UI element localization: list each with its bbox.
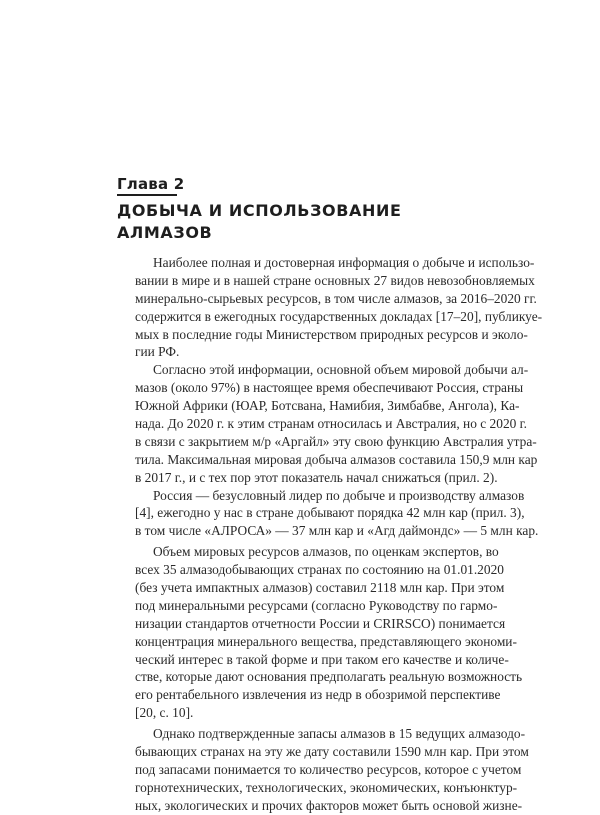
text-line: вании в мире и в нашей стране основных 27 видов невозобновляемых [135, 272, 535, 288]
text-line: Наиболее полная и достоверная информация о добыче и использо- [153, 255, 535, 270]
text-line: стве, которые дают основания предполагать реальную возможность [135, 669, 523, 685]
paragraph [117, 543, 523, 722]
text-line: Россия — безусловный лидер по добыче и производству алмазов [153, 487, 525, 503]
text-line: Согласно этой информации, основной объем мировой добычи ал- [153, 362, 529, 378]
text-line: [20, с. 10]. [135, 705, 194, 721]
text-line: его рентабельного извлечения из недр в обозримой перспективе [135, 687, 501, 703]
text-line: Однако подтвержденные запасы алмазов в 15 ведущих алмазодо- [153, 726, 526, 742]
text-line: ных, экологических и прочих факторов может быть основой жизне- [135, 797, 523, 813]
paragraph [117, 254, 543, 361]
text-line: содержится в ежегодных государственных докладах [17–20], публикуе- [135, 308, 543, 324]
text-line: Объем мировых ресурсов алмазов, по оценкам экспертов, во [153, 544, 499, 560]
text-line: нада. До 2020 г. к этим странам относилась и Австралия, но с 2020 г. [135, 416, 528, 432]
text-line: в 2017 г., и с тех пор этот показатель начал снижаться (прил. 2). [135, 469, 498, 485]
text-line: низации стандартов отчетности России и CRIRSCO) понимается [135, 615, 506, 631]
body-text [117, 254, 543, 815]
chapter-label: Глава 2 [117, 175, 185, 193]
text-line: под минеральными ресурсами (согласно Руководству по гармо- [135, 597, 498, 613]
paragraph [117, 361, 538, 486]
chapter-underline [117, 194, 177, 196]
chapter-title [117, 200, 402, 244]
text-line: гии РФ. [135, 344, 180, 360]
text-line: всех 35 алмазодобывающих странах по состоянию на 01.01.2020 [135, 562, 504, 578]
text-line: (без учета импактных алмазов) составил 2118 млн кар. При этом [135, 580, 505, 596]
text-line: в связи с закрытием м/р «Аргайл» эту свою функцию Австралия утра- [135, 433, 537, 449]
paragraph [117, 725, 529, 814]
text-line: тила. Максимальная мировая добыча алмазов составила 150,9 млн кар [135, 451, 538, 467]
text-line: концентрация минерального вещества, представляющего экономи- [135, 633, 517, 649]
text-line: минерально-сырьевых ресурсов, в том числе алмазов, за 2016–2020 гг. [135, 290, 537, 306]
text-line: мазов (около 97%) в настоящее время обеспечивают Россия, страны [135, 380, 524, 396]
text-line: в том числе «АЛРОСА» — 37 млн кар и «Агд даймондс» — 5 млн кар. [135, 523, 539, 539]
paragraph [117, 487, 539, 541]
text-line: [4], ежегодно у нас в стране добывают порядка 42 млн кар (прил. 3), [135, 505, 525, 521]
text-line: бывающих странах на эту же дату составили 1590 млн кар. При этом [135, 744, 529, 760]
text-line: Южной Африки (ЮАР, Ботсвана, Намибия, Зимбабве, Ангола), Ка- [135, 398, 520, 414]
text-line: под запасами понимается то количество ресурсов, которое с учетом [135, 761, 522, 777]
text-line: мых в последние годы Министерством природных ресурсов и эколо- [135, 326, 528, 342]
text-line: ческий интерес в такой форме и при таком его качестве и количе- [135, 651, 509, 667]
chapter-title-line: ДОБЫЧА И ИСПОЛЬЗОВАНИЕ [117, 201, 402, 220]
text-line: горнотехнических, технологических, экономических, конъюнктур- [135, 779, 518, 795]
chapter-title-line: АЛМАЗОВ [117, 223, 213, 242]
